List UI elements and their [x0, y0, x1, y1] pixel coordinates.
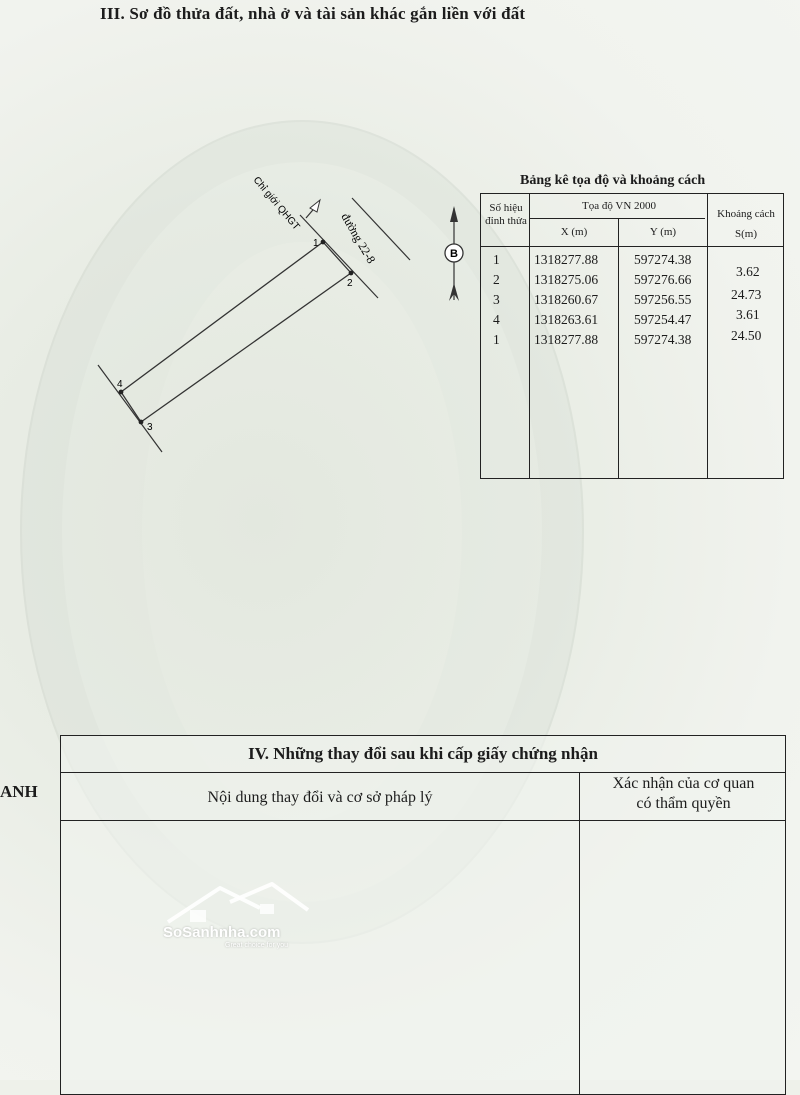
land-plot-diagram — [0, 160, 480, 660]
vertex-label-4: 4 — [117, 379, 123, 390]
watermark-tagline: Great choice for you — [225, 942, 289, 949]
section-iii-heading: III. Sơ đồ thửa đất, nhà ở và tài sản khác gắn liền với đất — [100, 4, 526, 23]
y-cell: 597276.66 — [634, 272, 692, 287]
point-cell: 2 — [493, 272, 500, 287]
col-header-confirmation-line1: Xác nhận của cơ quan — [612, 775, 755, 792]
col-divider — [618, 218, 619, 478]
col-header-change-content: Nội dung thay đổi và cơ sở pháp lý — [207, 789, 433, 806]
plot-edge-2-3 — [141, 273, 351, 422]
cropped-side-text: ANH — [0, 782, 38, 801]
coord-table-caption: Bảng kê tọa độ và khoảng cách — [520, 173, 706, 188]
vertex-dot-3 — [139, 420, 144, 425]
col-header-distance-unit: S(m) — [735, 228, 757, 240]
north-arrow-head — [450, 206, 458, 222]
vertex-label-1: 1 — [313, 238, 319, 249]
col-header-y: Y (m) — [649, 226, 677, 238]
coord-table — [480, 193, 784, 479]
boundary-label: Chỉ giới QHGT — [250, 174, 302, 233]
vertex-dot-1 — [321, 240, 326, 245]
watermark-brand: SoSanhnha.com — [163, 924, 281, 941]
distance-cell: 24.73 — [731, 287, 762, 302]
point-cell: 4 — [493, 312, 500, 327]
point-cell: 1 — [493, 252, 500, 267]
col-divider — [579, 772, 580, 1094]
x-cell: 1318260.67 — [534, 292, 599, 307]
section-iv-heading: IV. Những thay đổi sau khi cấp giấy chứng nhận — [248, 744, 598, 763]
vertex-dot-4 — [119, 390, 124, 395]
distance-cell: 24.50 — [731, 328, 762, 343]
north-label: B — [450, 248, 458, 260]
boundary-arrow-head — [310, 200, 320, 212]
point-cell: 1 — [493, 332, 500, 347]
x-cell: 1318263.61 — [534, 312, 599, 327]
plot-edge-3-4 — [121, 392, 141, 422]
x-cell: 1318277.88 — [534, 252, 599, 267]
y-cell: 597254.47 — [634, 312, 692, 327]
col-header-distance: Khoảng cách — [717, 208, 775, 220]
point-cell: 3 — [493, 292, 500, 307]
row-divider — [61, 772, 785, 773]
distance-cell: 3.61 — [736, 307, 760, 322]
plot-edge-1-2 — [323, 242, 351, 273]
vertex-dot-2 — [349, 271, 354, 276]
plot-edge-4-1 — [121, 242, 323, 392]
row-divider — [529, 218, 705, 219]
col-header-confirmation-line2: có thẩm quyền — [636, 795, 731, 812]
vertex-label-3: 3 — [147, 422, 153, 433]
distance-cell: 3.62 — [736, 264, 760, 279]
row-divider — [481, 246, 783, 247]
x-cell: 1318277.88 — [534, 332, 599, 347]
y-cell: 597256.55 — [634, 292, 692, 307]
col-header-coord: Tọa độ VN 2000 — [581, 200, 657, 212]
vertex-label-2: 2 — [347, 278, 353, 289]
road-label: đường 22-8 — [338, 210, 379, 266]
col-divider — [529, 194, 530, 478]
col-header-x: X (m) — [560, 226, 588, 238]
col-header-point: Số hiệu đỉnh thửa — [485, 202, 527, 227]
boundary-line-back — [98, 365, 162, 452]
row-divider — [61, 820, 785, 821]
y-cell: 597274.38 — [634, 332, 692, 347]
y-cell: 597274.38 — [634, 252, 692, 267]
x-cell: 1318275.06 — [534, 272, 599, 287]
